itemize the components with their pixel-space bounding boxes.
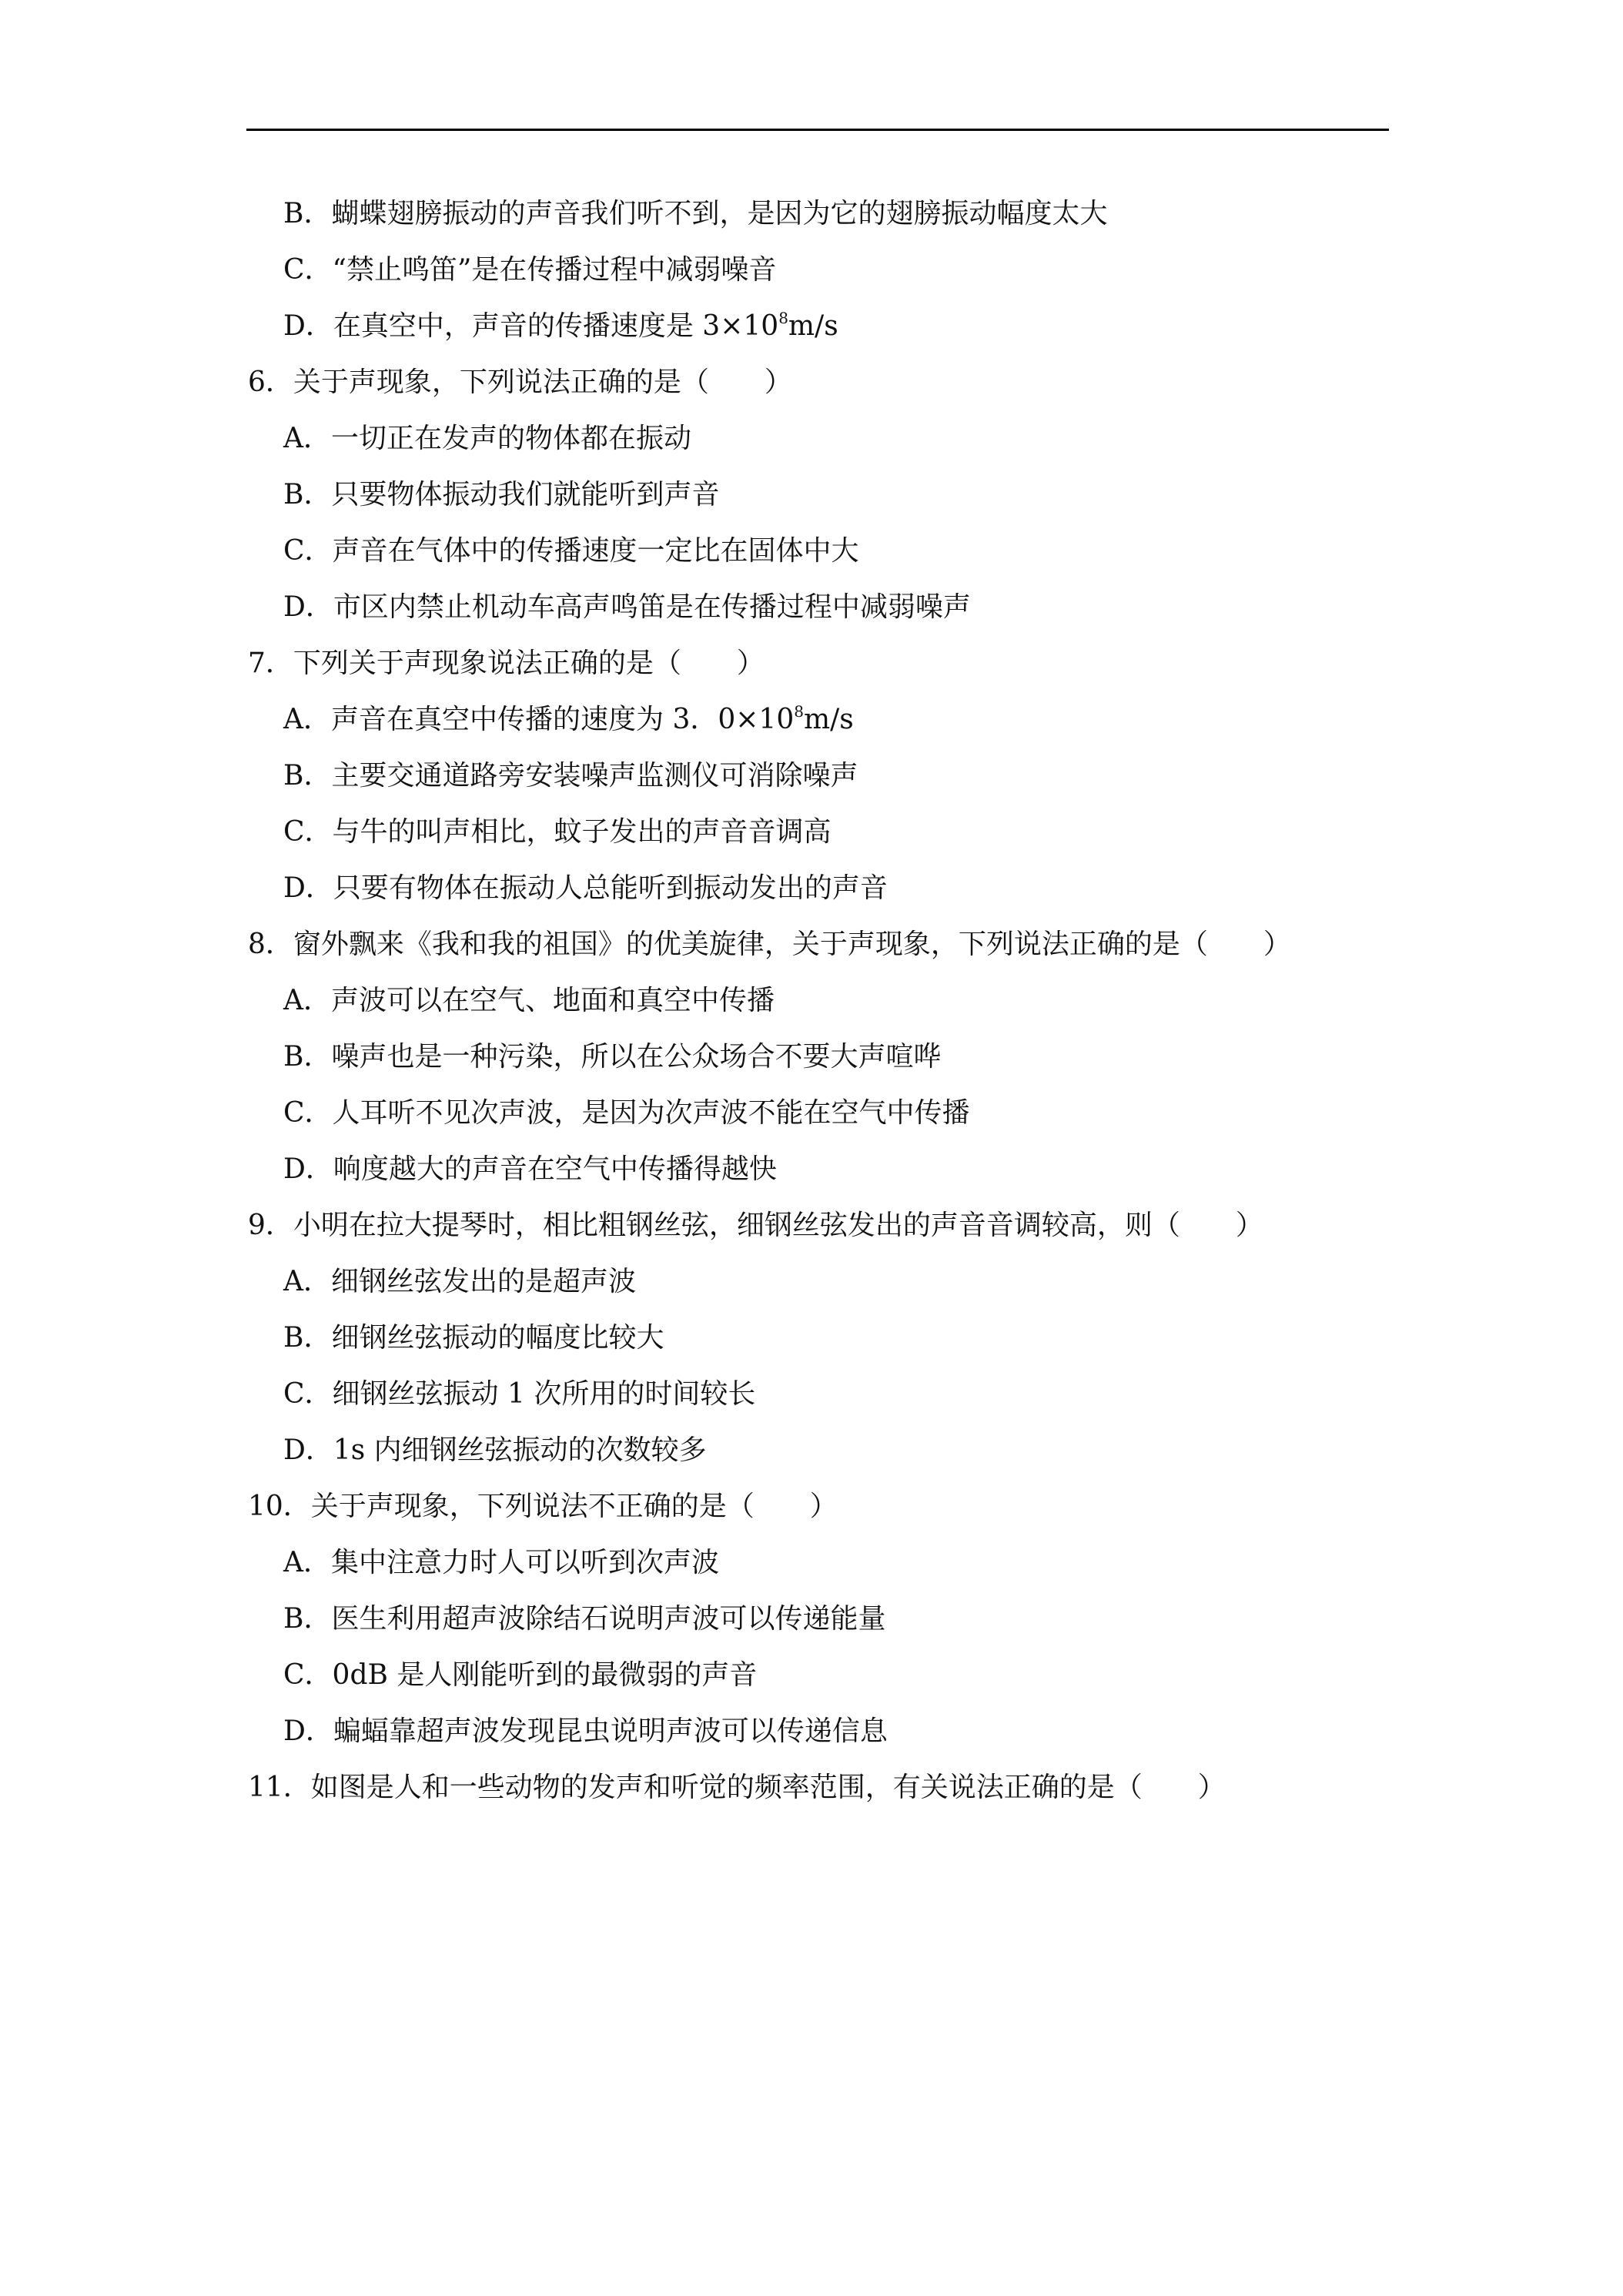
exponent-8: 8	[794, 702, 804, 721]
option-7a: A．声音在真空中传播的速度为 3．$0\times 10^8m/s$	[283, 702, 854, 735]
question-7-stem: 7．下列关于声现象说法正确的是（ ）	[248, 648, 765, 679]
option-8b: B．噪声也是一种污染，所以在公众场合不要大声喧哗	[283, 1041, 942, 1073]
option-7c: C．与牛的叫声相比，蚊子发出的声音音调高	[283, 816, 832, 848]
option-5d: D．在真空中，声音的传播速度是 $3\times 10^8m/s$	[283, 309, 838, 342]
question-6-stem: 6．关于声现象，下列说法正确的是（ ）	[248, 366, 792, 398]
option-6a: A．一切正在发声的物体都在振动	[283, 423, 691, 454]
exponent-8: 8	[778, 309, 788, 327]
option-6b: B．只要物体振动我们就能听到声音	[283, 479, 720, 510]
question-11-stem: 11．如图是人和一些动物的发声和听觉的频率范围，有关说法正确的是（ ）	[248, 1772, 1226, 1803]
option-9a: A．细钢丝弦发出的是超声波	[283, 1266, 636, 1297]
option-8a: A．声波可以在空气、地面和真空中传播	[283, 985, 775, 1016]
option-7b: B．主要交通道路旁安装噪声监测仪可消除噪声	[283, 760, 858, 792]
option-6c: C．声音在气体中的传播速度一定比在固体中大	[283, 535, 859, 567]
option-10c: C．0dB 是人刚能听到的最微弱的声音	[283, 1659, 758, 1691]
option-6d: D．市区内禁止机动车高声鸣笛是在传播过程中减弱噪声	[283, 591, 971, 623]
option-8d: D．响度越大的声音在空气中传播得越快	[283, 1153, 777, 1185]
option-9d: D．1s 内细钢丝弦振动的次数较多	[283, 1434, 707, 1466]
option-5b: B．蝴蝶翅膀振动的声音我们听不到，是因为它的翅膀振动幅度太大	[283, 198, 1108, 229]
option-10d: D．蝙蝠靠超声波发现昆虫说明声波可以传递信息	[283, 1715, 888, 1747]
option-9b: B．细钢丝弦振动的幅度比较大	[283, 1322, 664, 1354]
header-rule	[246, 129, 1389, 131]
question-10-stem: 10．关于声现象，下列说法不正确的是（ ）	[248, 1491, 838, 1522]
question-8-stem: 8．窗外飘来《我和我的祖国》的优美旋律，关于声现象，下列说法正确的是（ ）	[248, 929, 1291, 960]
option-5c: C．“禁止鸣笛”是在传播过程中减弱噪音	[283, 254, 777, 286]
option-9c: C．细钢丝弦振动 1 次所用的时间较长	[283, 1378, 756, 1410]
option-8c: C．人耳听不见次声波，是因为次声波不能在空气中传播	[283, 1097, 970, 1129]
option-10a: A．集中注意力时人可以听到次声波	[283, 1547, 719, 1578]
question-9-stem: 9．小明在拉大提琴时，相比粗钢丝弦，细钢丝弦发出的声音音调较高，则（ ）	[248, 1210, 1263, 1241]
option-7d: D．只要有物体在振动人总能听到振动发出的声音	[283, 872, 888, 904]
option-10b: B．医生利用超声波除结石说明声波可以传递能量	[283, 1603, 886, 1635]
